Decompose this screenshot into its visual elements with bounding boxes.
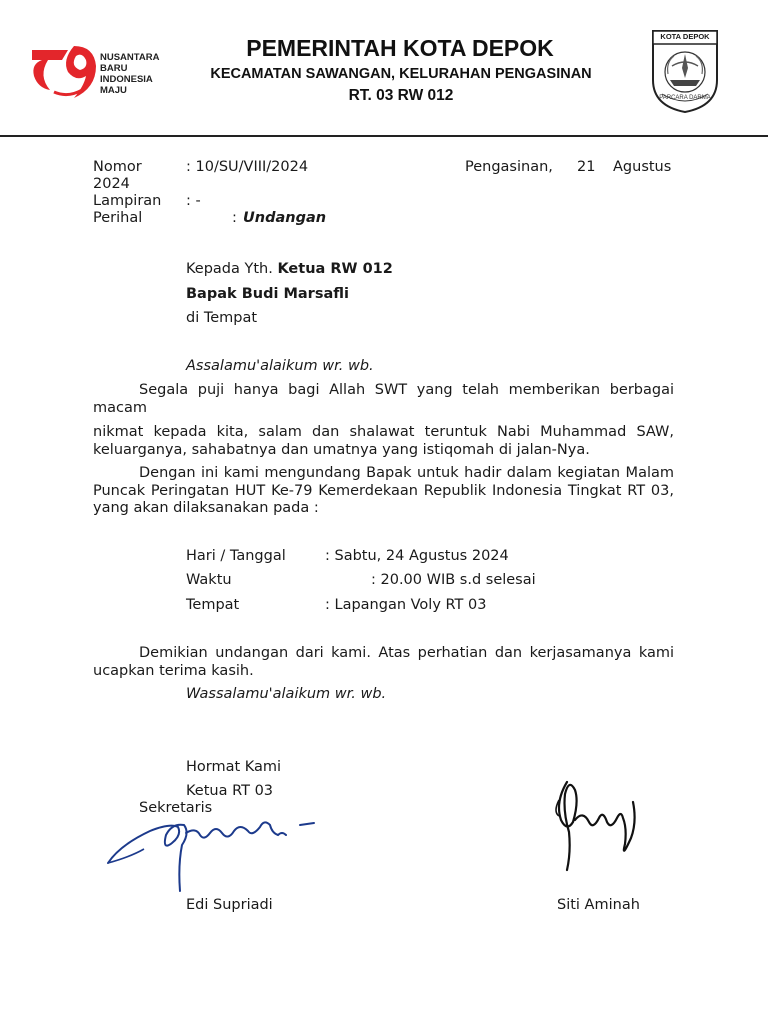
hut-79-logo: [28, 42, 178, 102]
lampiran-label: Lampiran: [93, 193, 162, 209]
logo-line-3: INDONESIA: [100, 74, 153, 85]
addressee-position: Ketua RW 012: [277, 261, 393, 277]
hut-79-emblem-icon: [28, 42, 100, 102]
detail-time-value: : 20.00 WIB s.d selesai: [371, 572, 536, 588]
addressee-prefix: Kepada Yth.: [186, 261, 273, 277]
letter-day: 21: [577, 159, 596, 175]
detail-day-label: Hari / Tanggal: [186, 548, 286, 564]
addressee-place: di Tempat: [186, 310, 258, 326]
addressee-name: Bapak Budi Marsafli: [186, 286, 349, 302]
closing-paragraph: Demikian undangan dari kami. Atas perhatian dan kerjasamanya kami ucapkan terima kasih.: [93, 645, 674, 679]
detail-place-value: : Lapangan Voly RT 03: [325, 597, 487, 613]
motto-label: PARCARA DARMA: [659, 95, 711, 101]
paragraph-1-line-1: Segala puji hanya bagi Allah SWT yang telah memberikan berbagai macam: [93, 382, 674, 416]
chairman-signature: [545, 772, 645, 877]
detail-place-label: Tempat: [186, 597, 240, 613]
nomor-value: : 10/SU/VIII/2024: [186, 159, 309, 175]
detail-time-label: Waktu: [186, 572, 232, 588]
nomor-label: Nomor: [93, 159, 142, 175]
logo-line-2: BARU: [100, 63, 128, 74]
addressee-line: [186, 261, 393, 278]
nomor-year-wrap: 2024: [93, 176, 130, 192]
detail-day-value: : Sabtu, 24 Agustus 2024: [325, 548, 509, 564]
kota-depok-label: KOTA DEPOK: [660, 32, 710, 41]
lampiran-value: : -: [186, 193, 201, 209]
greeting: Assalamu'alaikum wr. wb.: [186, 358, 374, 374]
header-divider: [0, 135, 768, 137]
farewell: Wassalamu'alaikum wr. wb.: [186, 686, 387, 702]
letter-place: Pengasinan,: [465, 159, 553, 175]
kota-depok-logo: [650, 28, 720, 114]
perihal-label: Perihal: [93, 210, 143, 226]
rt-rw-label: RT. 03 RW 012: [348, 87, 454, 104]
chairman-name: Siti Aminah: [557, 897, 640, 913]
secretary-signature: [100, 805, 325, 900]
perihal-colon: :: [232, 210, 237, 226]
paragraph-1-line-2: nikmat kepada kita, salam dan shalawat teruntuk Nabi Muhammad SAW, keluarganya, sahabatnya dan umatnya yang istiqomah di jalan-Nya.: [93, 424, 674, 458]
sekretaris-title: Sekretaris: [139, 800, 213, 816]
logo-line-1: NUSANTARA: [100, 52, 160, 63]
logo-line-4: MAJU: [100, 85, 127, 96]
letter-month: Agustus: [613, 159, 672, 175]
ketua-title: Ketua RT 03: [186, 783, 274, 799]
secretary-name: Edi Supriadi: [186, 897, 273, 913]
page-title: PEMERINTAH KOTA DEPOK: [246, 35, 554, 61]
paragraph-2: Dengan ini kami mengundang Bapak untuk hadir dalam kegiatan Malam Puncak Peringatan HUT Ke-79 Kemerdekaan Republik Indonesia Tingkat RT 03, yang akan dilaksanakan pada :: [93, 465, 674, 516]
hormat-kami: Hormat Kami: [186, 759, 282, 775]
perihal-value: Undangan: [243, 210, 327, 226]
district-subtitle: KECAMATAN SAWANGAN, KELURAHAN PENGASINAN: [210, 66, 592, 82]
